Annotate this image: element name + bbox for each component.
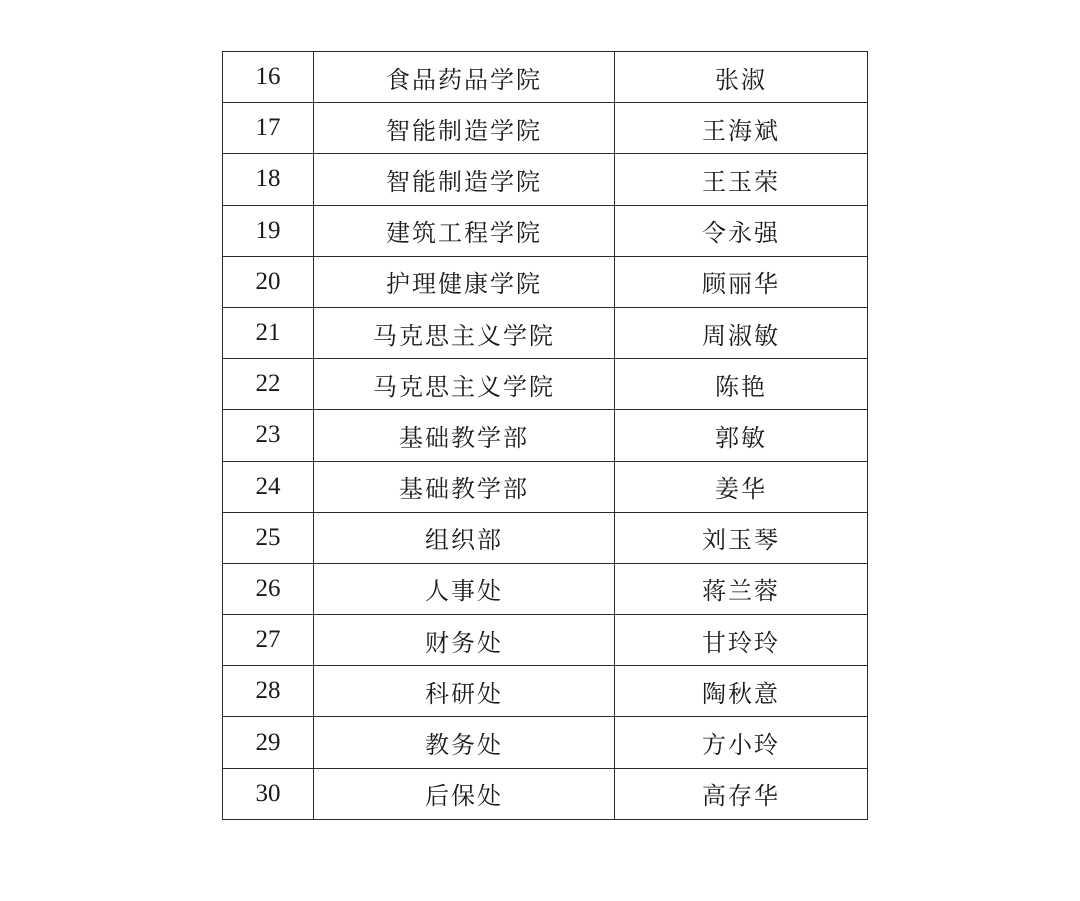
- department-cell: 建筑工程学院: [314, 205, 615, 256]
- department-cell: 后保处: [314, 768, 615, 819]
- row-number: 29: [223, 717, 314, 768]
- department-cell: 人事处: [314, 563, 615, 614]
- department-cell: 科研处: [314, 666, 615, 717]
- table-row: [223, 666, 868, 717]
- table-row: [223, 717, 868, 768]
- table-row: [223, 256, 868, 307]
- person-name-cell: 刘玉琴: [615, 512, 868, 563]
- roster-table-body: [223, 52, 868, 820]
- person-name-cell: 姜华: [615, 461, 868, 512]
- table-row: [223, 563, 868, 614]
- table-row: [223, 205, 868, 256]
- table-row: [223, 512, 868, 563]
- table-row: [223, 768, 868, 819]
- department-cell: 马克思主义学院: [314, 307, 615, 358]
- table-row: [223, 154, 868, 205]
- row-number: 24: [223, 461, 314, 512]
- department-cell: 护理健康学院: [314, 256, 615, 307]
- row-number: 26: [223, 563, 314, 614]
- department-cell: 基础教学部: [314, 410, 615, 461]
- row-number: 30: [223, 768, 314, 819]
- row-number: 16: [223, 52, 314, 103]
- department-cell: 智能制造学院: [314, 154, 615, 205]
- row-number: 25: [223, 512, 314, 563]
- department-cell: 马克思主义学院: [314, 359, 615, 410]
- department-cell: 财务处: [314, 615, 615, 666]
- row-number: 23: [223, 410, 314, 461]
- row-number: 17: [223, 103, 314, 154]
- person-name-cell: 顾丽华: [615, 256, 868, 307]
- department-cell: 智能制造学院: [314, 103, 615, 154]
- row-number: 28: [223, 666, 314, 717]
- person-name-cell: 王玉荣: [615, 154, 868, 205]
- row-number: 22: [223, 359, 314, 410]
- table-row: [223, 52, 868, 103]
- person-name-cell: 蒋兰蓉: [615, 563, 868, 614]
- row-number: 21: [223, 307, 314, 358]
- person-name-cell: 令永强: [615, 205, 868, 256]
- department-cell: 食品药品学院: [314, 52, 615, 103]
- person-name-cell: 王海斌: [615, 103, 868, 154]
- department-cell: 组织部: [314, 512, 615, 563]
- table-row: [223, 307, 868, 358]
- person-name-cell: 郭敏: [615, 410, 868, 461]
- table-row: [223, 410, 868, 461]
- person-name-cell: 张淑: [615, 52, 868, 103]
- person-name-cell: 高存华: [615, 768, 868, 819]
- person-name-cell: 方小玲: [615, 717, 868, 768]
- row-number: 27: [223, 615, 314, 666]
- person-name-cell: 甘玲玲: [615, 615, 868, 666]
- table-row: [223, 359, 868, 410]
- row-number: 18: [223, 154, 314, 205]
- department-cell: 教务处: [314, 717, 615, 768]
- row-number: 19: [223, 205, 314, 256]
- department-cell: 基础教学部: [314, 461, 615, 512]
- roster-table: [222, 51, 868, 820]
- table-row: [223, 103, 868, 154]
- person-name-cell: 陈艳: [615, 359, 868, 410]
- person-name-cell: 周淑敏: [615, 307, 868, 358]
- table-row: [223, 615, 868, 666]
- row-number: 20: [223, 256, 314, 307]
- person-name-cell: 陶秋意: [615, 666, 868, 717]
- table-row: [223, 461, 868, 512]
